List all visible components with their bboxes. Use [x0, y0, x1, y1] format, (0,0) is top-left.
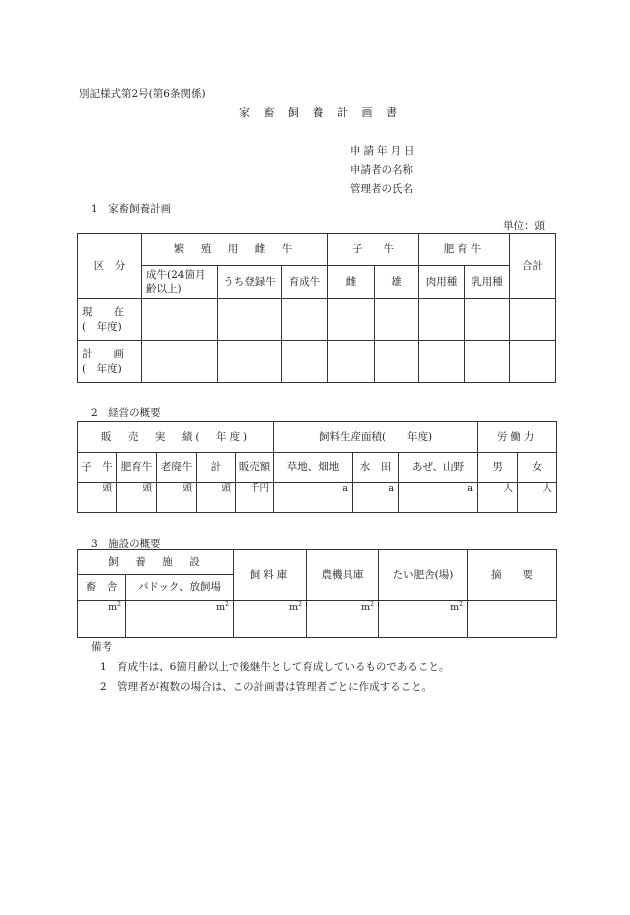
- notes-heading: 備考: [91, 641, 112, 653]
- table-cell[interactable]: [142, 299, 218, 341]
- table-cell[interactable]: 千円: [236, 483, 274, 513]
- unit-label: 単位：頭: [503, 220, 545, 232]
- manager-name-label: 管理者の氏名: [350, 183, 413, 195]
- fattening-sales-header: 肥育牛: [117, 453, 157, 483]
- table-cell[interactable]: [282, 341, 328, 383]
- dairy-breed-header: 乳用種: [465, 266, 510, 299]
- male-calf-header: 雄: [375, 266, 419, 299]
- table-cell[interactable]: [468, 601, 557, 638]
- female-calf-header: 雌: [328, 266, 375, 299]
- labor-header: 労働力: [478, 422, 557, 453]
- note-2: 2 管理者が複数の場合は、この計画書は管理者ごとに作成すること。: [100, 681, 433, 693]
- table-cell[interactable]: [510, 299, 556, 341]
- machinery-shed-header: 農機具庫: [307, 550, 379, 601]
- kubun-header: 区 分: [78, 234, 142, 299]
- table-cell[interactable]: [419, 299, 465, 341]
- table-cell[interactable]: $m^2$: [234, 601, 307, 638]
- table-cell[interactable]: [218, 299, 282, 341]
- table-cell[interactable]: $m^2$: [78, 601, 126, 638]
- table-cell[interactable]: $m^2$: [379, 601, 468, 638]
- note-1: 1 育成牛は、6箇月齢以上で後継牛として育成しているものであること。: [100, 661, 450, 673]
- form-reference: 別記様式第2号(第6条関係): [79, 88, 206, 100]
- barn-header: 畜 舎: [78, 575, 126, 601]
- table-cell[interactable]: [465, 299, 510, 341]
- document-title: 家 畜 飼 養 計 画 書: [239, 106, 402, 119]
- registered-cow-header: うち登録牛: [218, 266, 282, 299]
- feed-area-header: 飼料生産面積( 年度): [274, 422, 478, 453]
- current-row-label: 現 在 ( 年度): [78, 299, 142, 341]
- table-cell[interactable]: a: [274, 483, 353, 513]
- paddy-header: 水 田: [353, 453, 399, 483]
- calf-header: 子 牛: [328, 234, 419, 266]
- table-cell[interactable]: $m^2$: [307, 601, 379, 638]
- table-cell[interactable]: [419, 341, 465, 383]
- grassland-header: 草地、畑地: [274, 453, 353, 483]
- table-cell[interactable]: [465, 341, 510, 383]
- adult-cow-header: 成牛(24箇月 齢以上): [142, 266, 218, 299]
- table-cell[interactable]: [218, 341, 282, 383]
- table-cell[interactable]: 人: [478, 483, 518, 513]
- table-cell[interactable]: 人: [518, 483, 557, 513]
- section2-heading: 2 経営の概要: [91, 407, 161, 419]
- table-cell[interactable]: [142, 341, 218, 383]
- table-cell[interactable]: [375, 299, 419, 341]
- applicant-name-label: 申請者の名称: [350, 164, 413, 176]
- total-header: 合計: [510, 234, 556, 299]
- manure-shed-header: たい肥舎(場): [379, 550, 468, 601]
- fattening-header: 肥育牛: [419, 234, 510, 266]
- table-cell[interactable]: [375, 341, 419, 383]
- table-cell[interactable]: a: [399, 483, 478, 513]
- calf-sales-header: 子 牛: [78, 453, 117, 483]
- table-cell[interactable]: [328, 299, 375, 341]
- management-overview-table: [77, 421, 557, 513]
- rearing-cow-header: 育成牛: [282, 266, 328, 299]
- sales-results-header: 販 売 実 績( 年度): [78, 422, 274, 453]
- table-cell[interactable]: $m^2$: [126, 601, 234, 638]
- breeding-cow-header: 繁 殖 用 雌 牛: [142, 234, 328, 266]
- old-cow-sales-header: 老廃牛: [157, 453, 197, 483]
- beef-breed-header: 肉用種: [419, 266, 465, 299]
- table-cell[interactable]: [328, 341, 375, 383]
- facility-overview-table: [77, 549, 557, 638]
- plan-row-label: 計 画 ( 年度): [78, 341, 142, 383]
- feed-storage-header: 飼料庫: [234, 550, 307, 601]
- section3-heading: 3 施設の概要: [91, 538, 161, 550]
- table-cell[interactable]: a: [353, 483, 399, 513]
- livestock-plan-table: [77, 233, 556, 383]
- table-cell[interactable]: 頭: [157, 483, 197, 513]
- male-labor-header: 男: [478, 453, 518, 483]
- application-date-label: 申請年月日: [350, 145, 418, 157]
- table-cell[interactable]: 頭: [78, 483, 117, 513]
- table-cell[interactable]: 頭: [197, 483, 236, 513]
- table-cell[interactable]: [282, 299, 328, 341]
- table-cell[interactable]: [510, 341, 556, 383]
- wildland-header: あぜ、山野: [399, 453, 478, 483]
- sales-amount-header: 販売額: [236, 453, 274, 483]
- sales-total-header: 計: [197, 453, 236, 483]
- table-cell[interactable]: 頭: [117, 483, 157, 513]
- feeding-facility-header: 飼 養 施 設: [78, 550, 234, 575]
- female-labor-header: 女: [518, 453, 557, 483]
- section1-heading: 1 家畜飼養計画: [91, 203, 172, 215]
- summary-header: 摘 要: [468, 550, 557, 601]
- paddock-header: パドック、放飼場: [126, 575, 234, 601]
